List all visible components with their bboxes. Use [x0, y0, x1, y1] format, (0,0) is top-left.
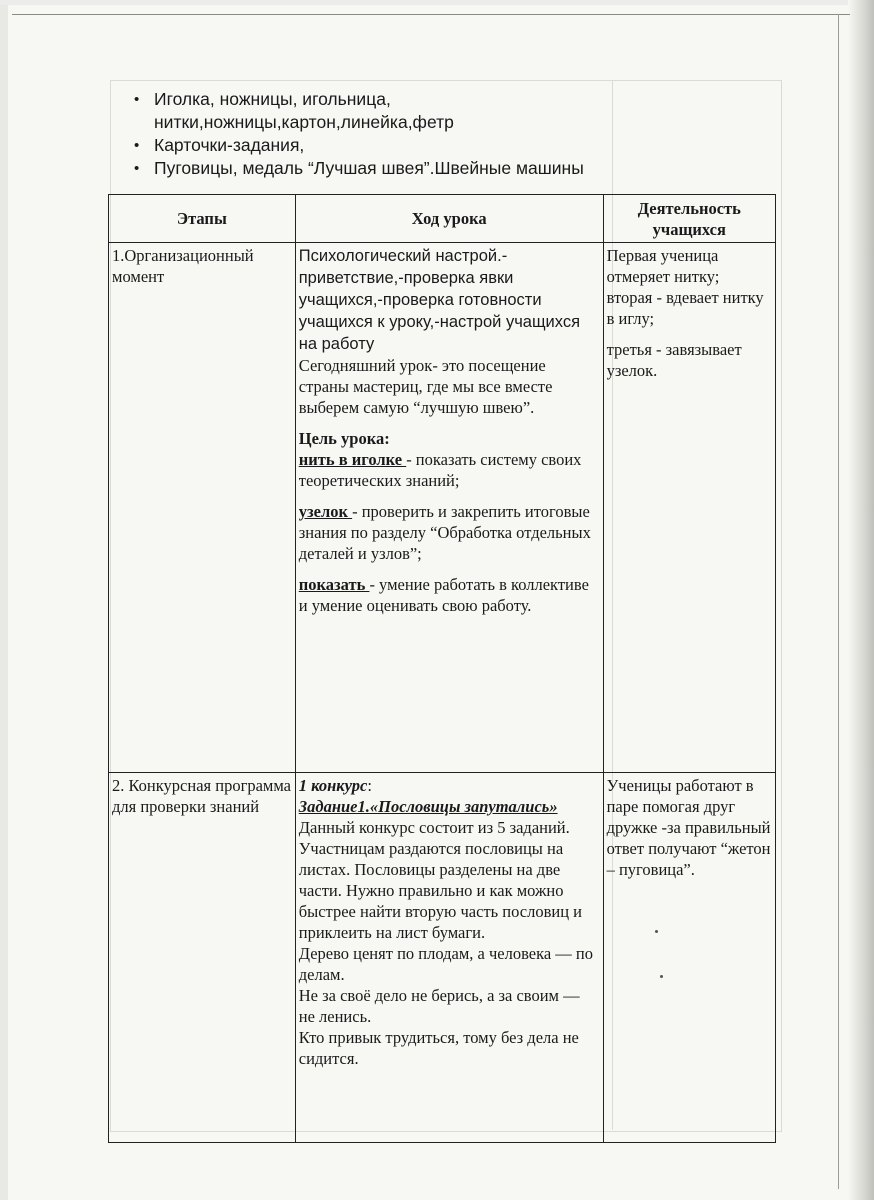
- lesson-table: [108, 194, 776, 1143]
- header-stages: Этапы: [109, 195, 296, 243]
- activity-cell: [603, 773, 775, 1143]
- activity-text: Первая ученица отмеряет нитку;: [606, 246, 720, 286]
- scan-speck: [655, 930, 658, 933]
- goal-description: - показать систему своих теоретических знаний;: [298, 450, 582, 490]
- goal-item: [299, 574, 600, 616]
- goal-item: [299, 449, 600, 491]
- lesson-goal-label: Цель урока:: [298, 429, 390, 448]
- goal-term: показать: [298, 575, 370, 594]
- scan-speck: [660, 975, 663, 978]
- contest-description: Данный конкурс состоит из 5 заданий. Участницам раздаются пословицы на листах. Пословицы разделены на две части. Нужно правильно и как можно быстрее найти вторую часть пословиц и приклеить на лист бумаги.: [298, 818, 583, 942]
- materials-list: [130, 88, 650, 180]
- lesson-flow-cell: [295, 243, 603, 773]
- materials-item: • Карточки-задания,: [130, 134, 650, 157]
- table-header-row: [109, 195, 776, 243]
- table-row: [109, 243, 776, 773]
- proverb: Кто привык трудиться, тому без дела не сидится.: [298, 1028, 579, 1068]
- header-student-activity: Деятельность учащихся: [603, 195, 775, 243]
- activity-cell: [603, 243, 775, 773]
- lesson-flow-cell: [295, 773, 603, 1143]
- goal-term: узелок: [298, 502, 353, 521]
- materials-item: • Пуговицы, медаль “Лучшая швея”.Швейные машины: [130, 157, 650, 180]
- task-title: Задание1.«Пословицы запутались»: [298, 797, 558, 816]
- stage-cell: [109, 773, 296, 1143]
- materials-item: • Иголка, ножницы, игольница, нитки,ножницы,картон,линейка,фетр: [130, 88, 650, 134]
- goal-description: - умение работать в коллективе и умение оценивать свою работу.: [298, 575, 589, 615]
- scan-edge-right: [848, 0, 874, 1200]
- fold-line-right: [838, 14, 839, 1189]
- scan-edge-left: [0, 0, 8, 1200]
- goal-description: - проверить и закрепить итоговые знания по разделу “Обработка отдельных деталей и узлов”;: [298, 502, 591, 563]
- goal-term: нить в иголке: [298, 450, 407, 469]
- contest-heading: [299, 775, 600, 796]
- stage-text: 1.Организационный момент: [112, 246, 254, 286]
- contest-label: 1 конкурс: [298, 776, 368, 795]
- psychological-setup-text: Психологический настрой.-приветствие,-проверка явки учащихся,-проверка готовности учащихся к уроку,-настрой учащихся на работу: [298, 247, 581, 353]
- activity-text: Ученицы работают в паре помогая друг дружке -за правильный ответ получают “жетон – пуговица”.: [606, 776, 771, 879]
- activity-text: третья - завязывает узелок.: [606, 340, 742, 380]
- stage-cell: [109, 243, 296, 773]
- scan-edge-top: [0, 0, 874, 5]
- activity-text: вторая - вдевает нитку в иглу;: [606, 288, 764, 328]
- header-lesson-flow: Ход урока: [295, 195, 603, 243]
- table-row: [109, 773, 776, 1143]
- stage-text: 2. Конкурсная программа для проверки знаний: [112, 776, 292, 816]
- proverb: Дерево ценят по плодам, а человека — по делам.: [298, 944, 594, 984]
- proverb: Не за своё дело не берись, а за своим — не ленись.: [298, 986, 580, 1026]
- fold-line-top: [12, 14, 850, 15]
- goal-item: [299, 501, 600, 564]
- contest-colon: :: [367, 776, 372, 795]
- lesson-intro-text: Сегодняшний урок- это посещение страны мастериц, где мы все вместе выберем самую “лучшую швею”.: [298, 356, 553, 417]
